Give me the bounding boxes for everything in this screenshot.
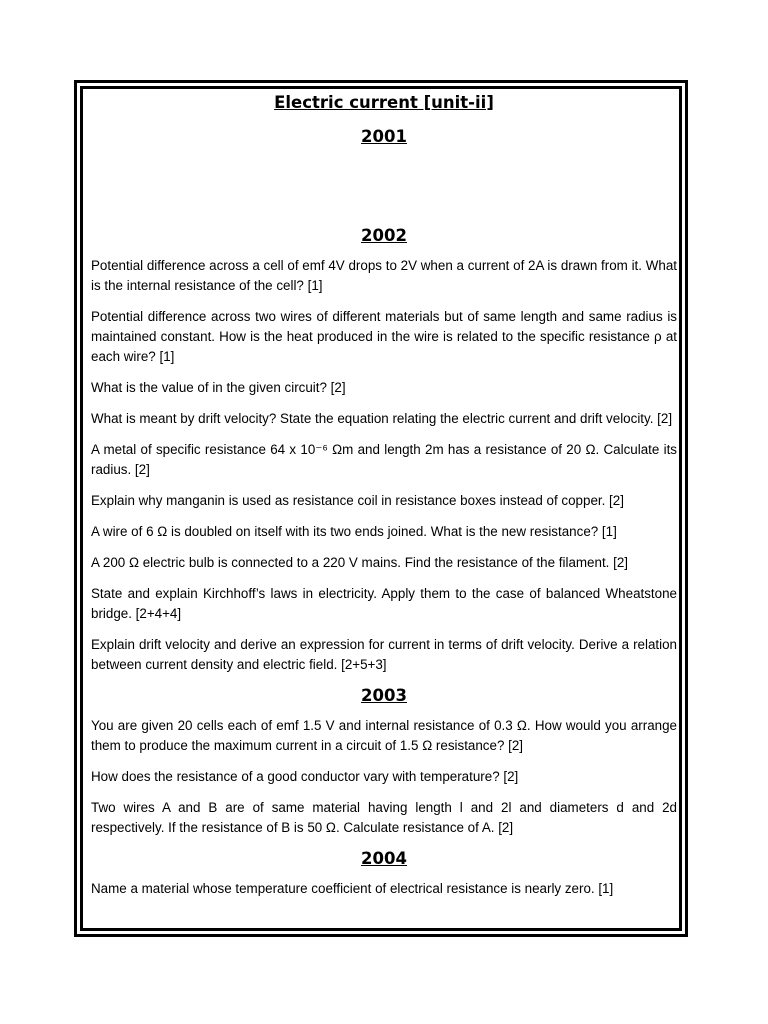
question-2002-2: Potential difference across two wires of different materials but of same length and same radius is maintained constant. How is the heat produced in the wire is related to the specific resistance ρ at each wire? [1] (91, 309, 677, 364)
year-heading-2002: 2002 (361, 226, 407, 245)
question-2003-1: You are given 20 cells each of emf 1.5 V and internal resistance of 0.3 Ω. How would you arrange them to produce the maximum current in a circuit of 1.5 Ω resistance? [2] (91, 718, 677, 753)
year-heading-2003: 2003 (361, 686, 407, 705)
question-2002-3: What is the value of in the given circuit? [2] (91, 380, 346, 395)
question-2003-2: How does the resistance of a good conductor vary with temperature? [2] (91, 769, 519, 784)
question-2004-1: Name a material whose temperature coefficient of electrical resistance is nearly zero. [1] (91, 881, 614, 896)
question-2002-4: What is meant by drift velocity? State the equation relating the electric current and drift velocity. [2] (91, 411, 673, 426)
year-heading-2001: 2001 (361, 127, 407, 146)
question-2002-10: Explain drift velocity and derive an expression for current in terms of drift velocity. Derive a relation between current density and electric field. [2+5+3] (91, 637, 677, 672)
question-2003-3: Two wires A and B are of same material having length l and 2l and diameters d and 2d respectively. If the resistance of B is 50 Ω. Calculate resistance of A. [2] (91, 800, 677, 835)
question-2002-1: Potential difference across a cell of emf 4V drops to 2V when a current of 2A is drawn from it. What is the internal resistance of the cell? [1] (91, 258, 677, 293)
question-2002-9: State and explain Kirchhoff’s laws in electricity. Apply them to the case of balanced Wheatstone bridge. [2+4+4] (91, 586, 677, 621)
question-2002-8: A 200 Ω electric bulb is connected to a 220 V mains. Find the resistance of the filament. [2] (91, 555, 629, 570)
document-content (91, 92, 677, 899)
question-2002-6: Explain why manganin is used as resistance coil in resistance boxes instead of copper. [2] (91, 493, 624, 508)
year-heading-2004: 2004 (361, 849, 407, 868)
question-2002-7: A wire of 6 Ω is doubled on itself with its two ends joined. What is the new resistance? [1] (91, 524, 617, 539)
question-2002-5: A metal of specific resistance 64 x 10⁻⁶ Ωm and length 2m has a resistance of 20 Ω. Calculate its radius. [2] (91, 442, 677, 477)
document-title: Electric current [unit-ii] (274, 93, 494, 112)
